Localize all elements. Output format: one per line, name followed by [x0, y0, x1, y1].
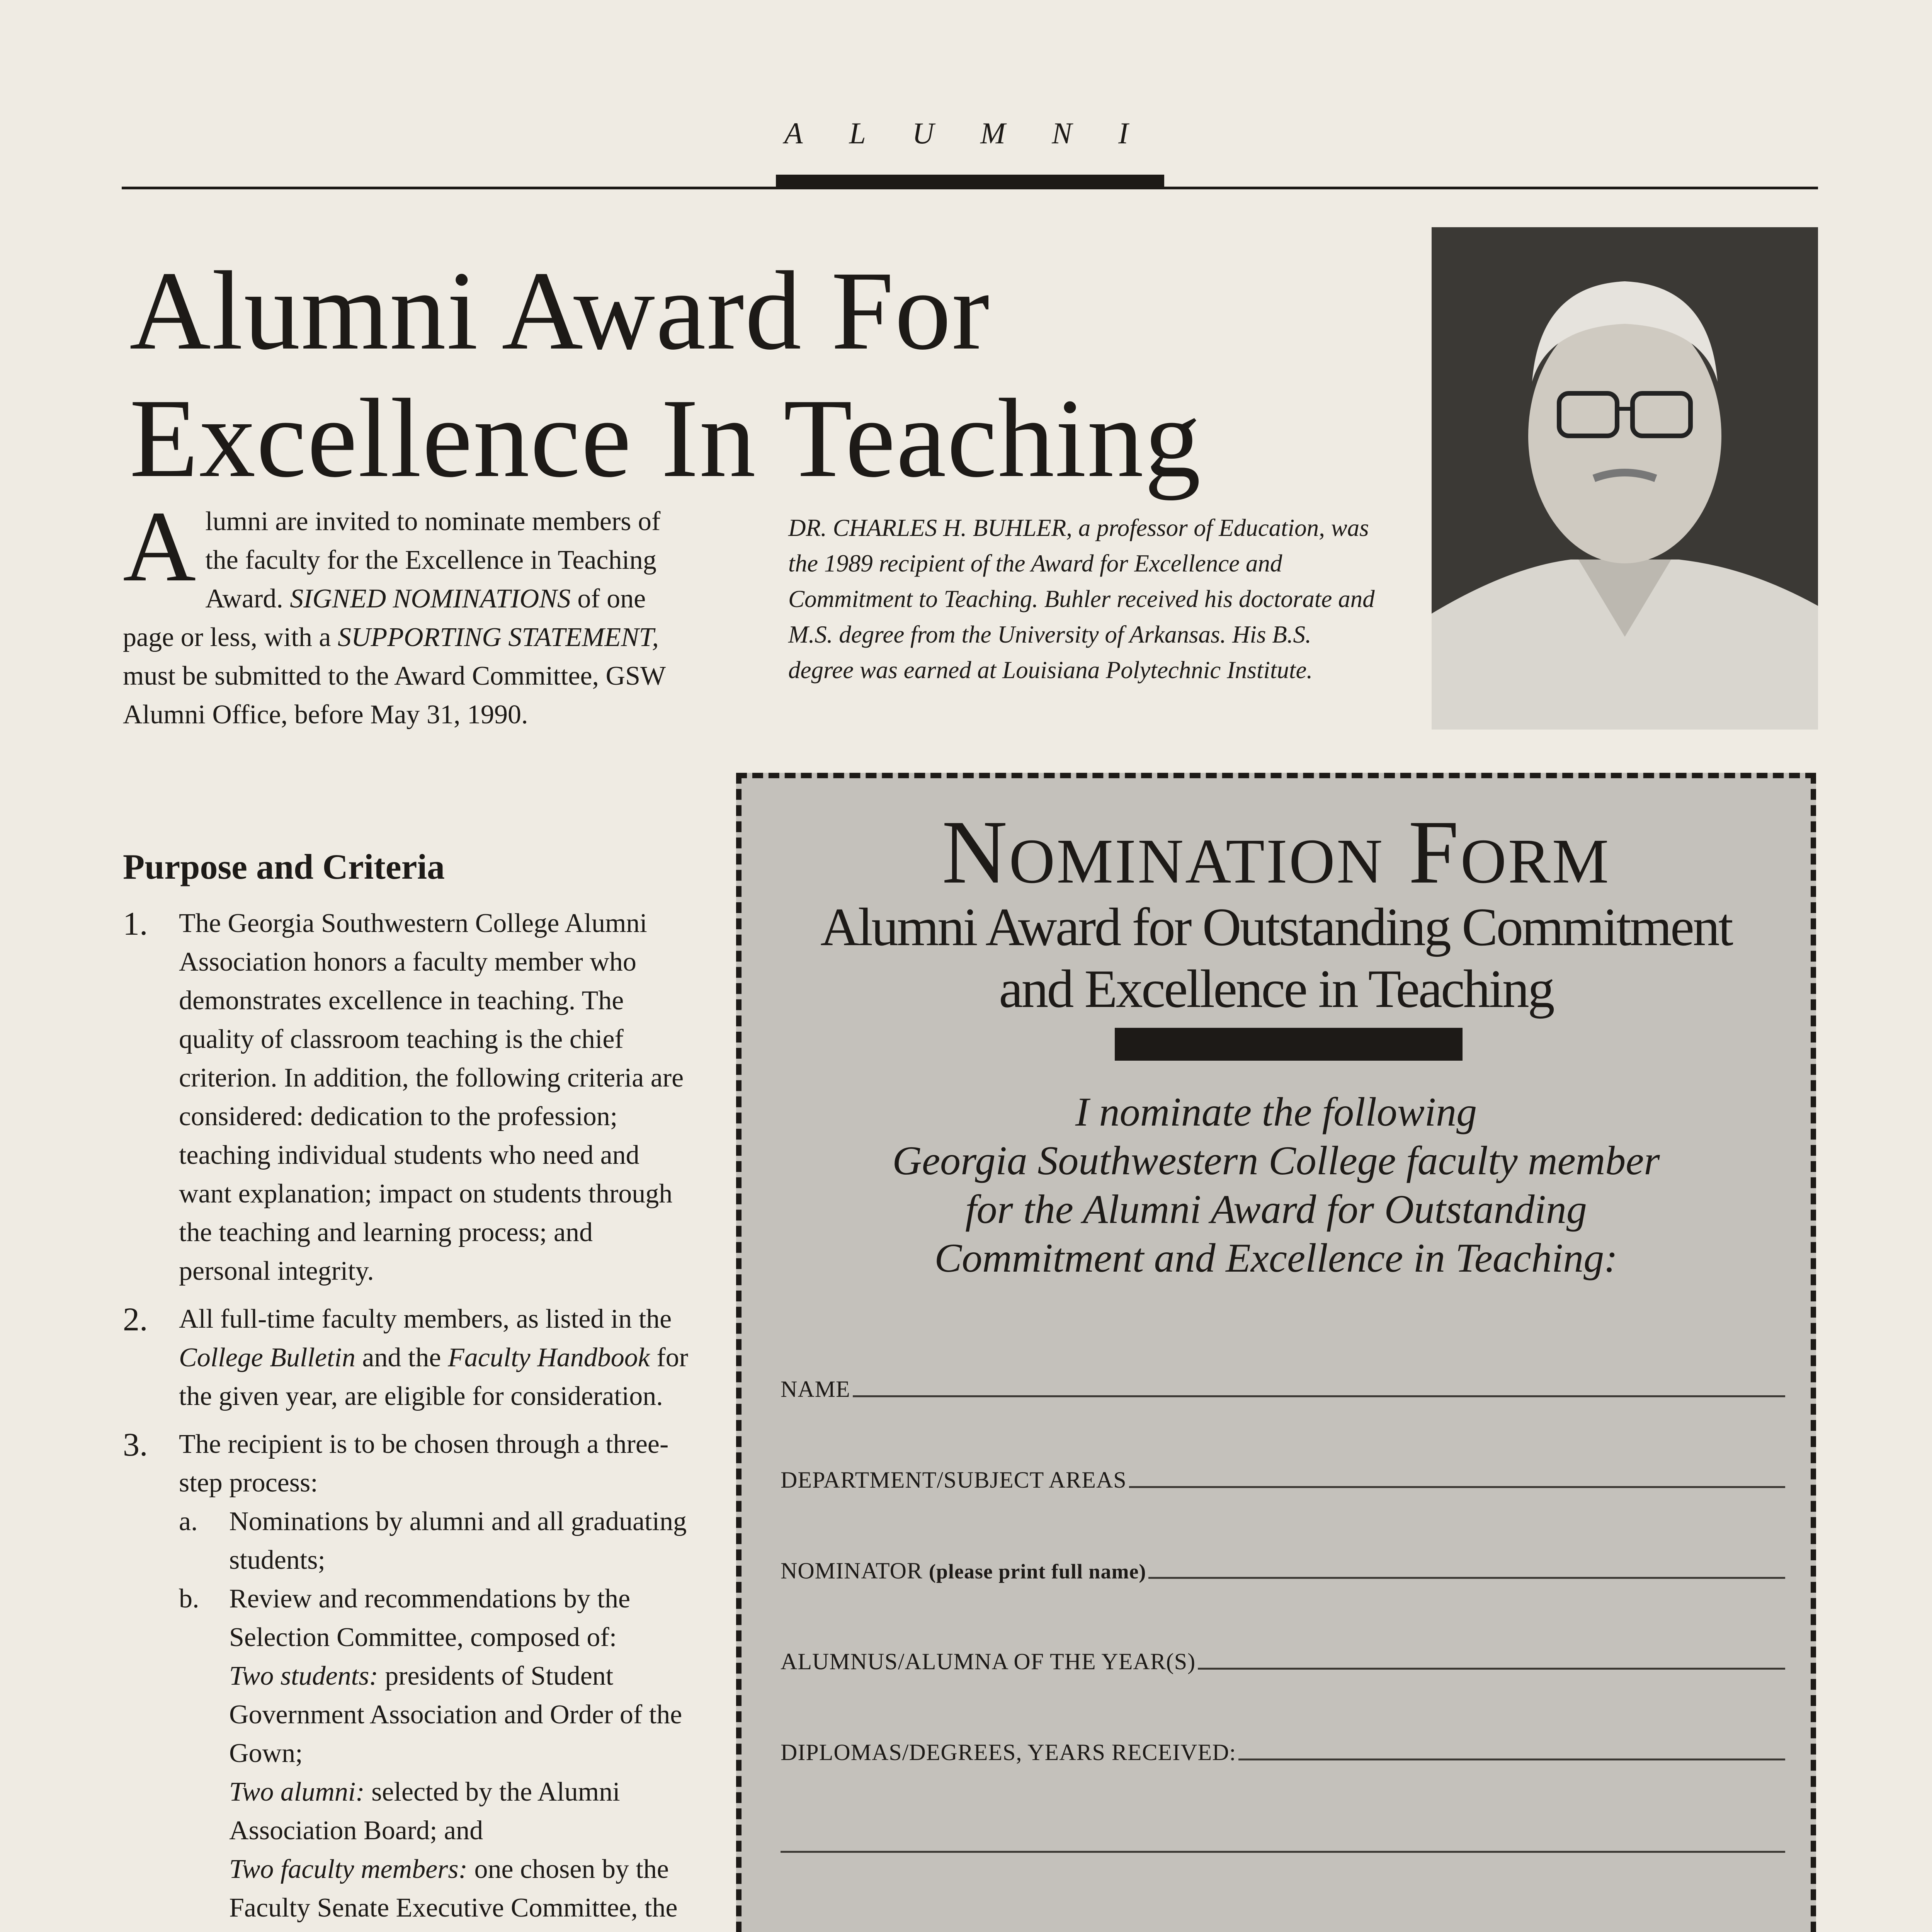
nominator-field[interactable]	[781, 1549, 1785, 1584]
item-number-2: 2.	[123, 1301, 148, 1338]
section-header: ALUMNI	[784, 116, 1175, 150]
nominate-line-1: I nominate the following	[1075, 1089, 1477, 1134]
title-line-2: Excellence In Teaching	[129, 376, 1202, 501]
item-number-1: 1.	[123, 905, 148, 942]
drop-cap: A	[123, 490, 196, 602]
portrait-photo	[1432, 227, 1818, 730]
criteria-item-3-text: The recipient is to be chosen through a three-step process:	[179, 1429, 669, 1498]
caption-text: a professor of Education, was the 1989 recipient of the Award for Excellence and Commitment to Teaching. Buhler received his doctorate and M.S. degree from the University of Arkansas. His B.S. degree was earned at Louisiana Polytechnic Institute.	[788, 514, 1375, 684]
sub-item-b-text: Review and recommendations by the Selection Committee, composed of:	[229, 1584, 631, 1652]
department-label: DEPARTMENT/SUBJECT AREAS	[781, 1467, 1127, 1493]
nominator-line[interactable]	[1148, 1577, 1785, 1579]
criteria-item-2	[123, 1300, 691, 1416]
criteria-item-1-text: The Georgia Southwestern College Alumni Association honors a faculty member who demonstrates excellence in teaching. The quality of classroom teaching is the chief criterion. In addition, the following criteria are considered: dedication to the profession; teaching individual students who need and want explanation; impact on students through the teaching and learning process; and personal integrity.	[179, 908, 684, 1286]
faculty-handbook: Faculty Handbook	[447, 1343, 650, 1372]
department-field[interactable]	[781, 1459, 1785, 1493]
nominate-line-2: Georgia Southwestern College faculty member	[892, 1138, 1660, 1183]
photo-caption	[788, 510, 1379, 688]
intro-supporting: SUPPORTING STATEMENT,	[337, 622, 659, 652]
intro-text-2: of one page or less, with a	[123, 584, 646, 652]
caption-name: DR. CHARLES H. BUHLER,	[788, 514, 1072, 541]
article-title	[129, 247, 1405, 502]
header-accent-bar	[776, 175, 1164, 188]
intro-paragraph	[123, 490, 672, 734]
department-line[interactable]	[1129, 1486, 1785, 1488]
nominator-label-group	[781, 1558, 1146, 1584]
sub-item-b	[179, 1580, 691, 1932]
sub-letter-b: b.	[179, 1584, 199, 1614]
criteria-item-1	[123, 904, 691, 1291]
diplomas-label: DIPLOMAS/DEGREES, YEARS RECEIVED:	[781, 1740, 1236, 1765]
item-number-3: 3.	[123, 1426, 148, 1463]
criteria-item-2-text-c: for the given year, are eligible for consideration.	[179, 1343, 688, 1411]
students-text: presidents of Student Government Association and Order of the Gown;	[229, 1661, 682, 1768]
alumnus-label: ALUMNUS/ALUMNA OF THE YEAR(S)	[781, 1649, 1196, 1674]
nominate-line-3: for the Alumni Award for Outstanding	[965, 1187, 1587, 1232]
name-line[interactable]	[853, 1395, 1785, 1397]
criteria-item-3	[123, 1425, 691, 1932]
sub-item-a	[179, 1502, 691, 1580]
nominator-note: (please print full name)	[929, 1560, 1146, 1583]
form-subtitle-line-2: and Excellence in Teaching	[999, 959, 1553, 1019]
form-title: Nomination Form	[942, 802, 1611, 902]
college-bulletin: College Bulletin	[179, 1343, 355, 1372]
criteria-list	[123, 904, 691, 1932]
form-divider-bar	[1115, 1028, 1463, 1061]
criteria-item-2-text-a: All full-time faculty members, as listed in the	[179, 1304, 672, 1334]
alumnus-line[interactable]	[1198, 1668, 1785, 1670]
alumnus-field[interactable]	[781, 1640, 1785, 1675]
blank-line-1[interactable]	[781, 1851, 1785, 1853]
nominator-label: NOMINATOR	[781, 1558, 923, 1583]
faculty-text: one chosen by the Faculty Senate Executive Committee, the	[229, 1854, 678, 1923]
form-subtitle-line-1: Alumni Award for Outstanding Commitment	[820, 897, 1732, 957]
nominate-statement	[736, 1088, 1816, 1282]
alumni-text: selected by the Alumni Association Board; and	[229, 1777, 620, 1845]
sub-letter-a: a.	[179, 1507, 198, 1536]
intro-text-1: lumni are invited to nominate members of the faculty for the Excellence in Teaching Award.	[205, 507, 661, 614]
name-field[interactable]	[781, 1368, 1785, 1403]
intro-signed: SIGNED NOMINATIONS	[290, 584, 571, 614]
title-line-1: Alumni Award For	[129, 248, 990, 373]
form-subtitle	[736, 896, 1816, 1020]
alumni-label: Two alumni:	[229, 1777, 365, 1807]
diplomas-field[interactable]	[781, 1731, 1785, 1766]
sub-item-a-text: Nominations by alumni and all graduating students;	[229, 1507, 687, 1575]
nominate-line-4: Commitment and Excellence in Teaching:	[934, 1235, 1618, 1281]
students-label: Two students:	[229, 1661, 378, 1691]
criteria-item-2-text-b: and the	[355, 1343, 448, 1372]
faculty-label: Two faculty members:	[229, 1854, 468, 1884]
criteria-heading: Purpose and Criteria	[123, 847, 445, 886]
diplomas-line[interactable]	[1238, 1759, 1785, 1760]
header-rule	[122, 187, 1818, 189]
intro-text-3: must be submitted to the Award Committee, GSW Alumni Office, before May 31, 1990.	[123, 661, 665, 730]
name-label: NAME	[781, 1376, 850, 1402]
